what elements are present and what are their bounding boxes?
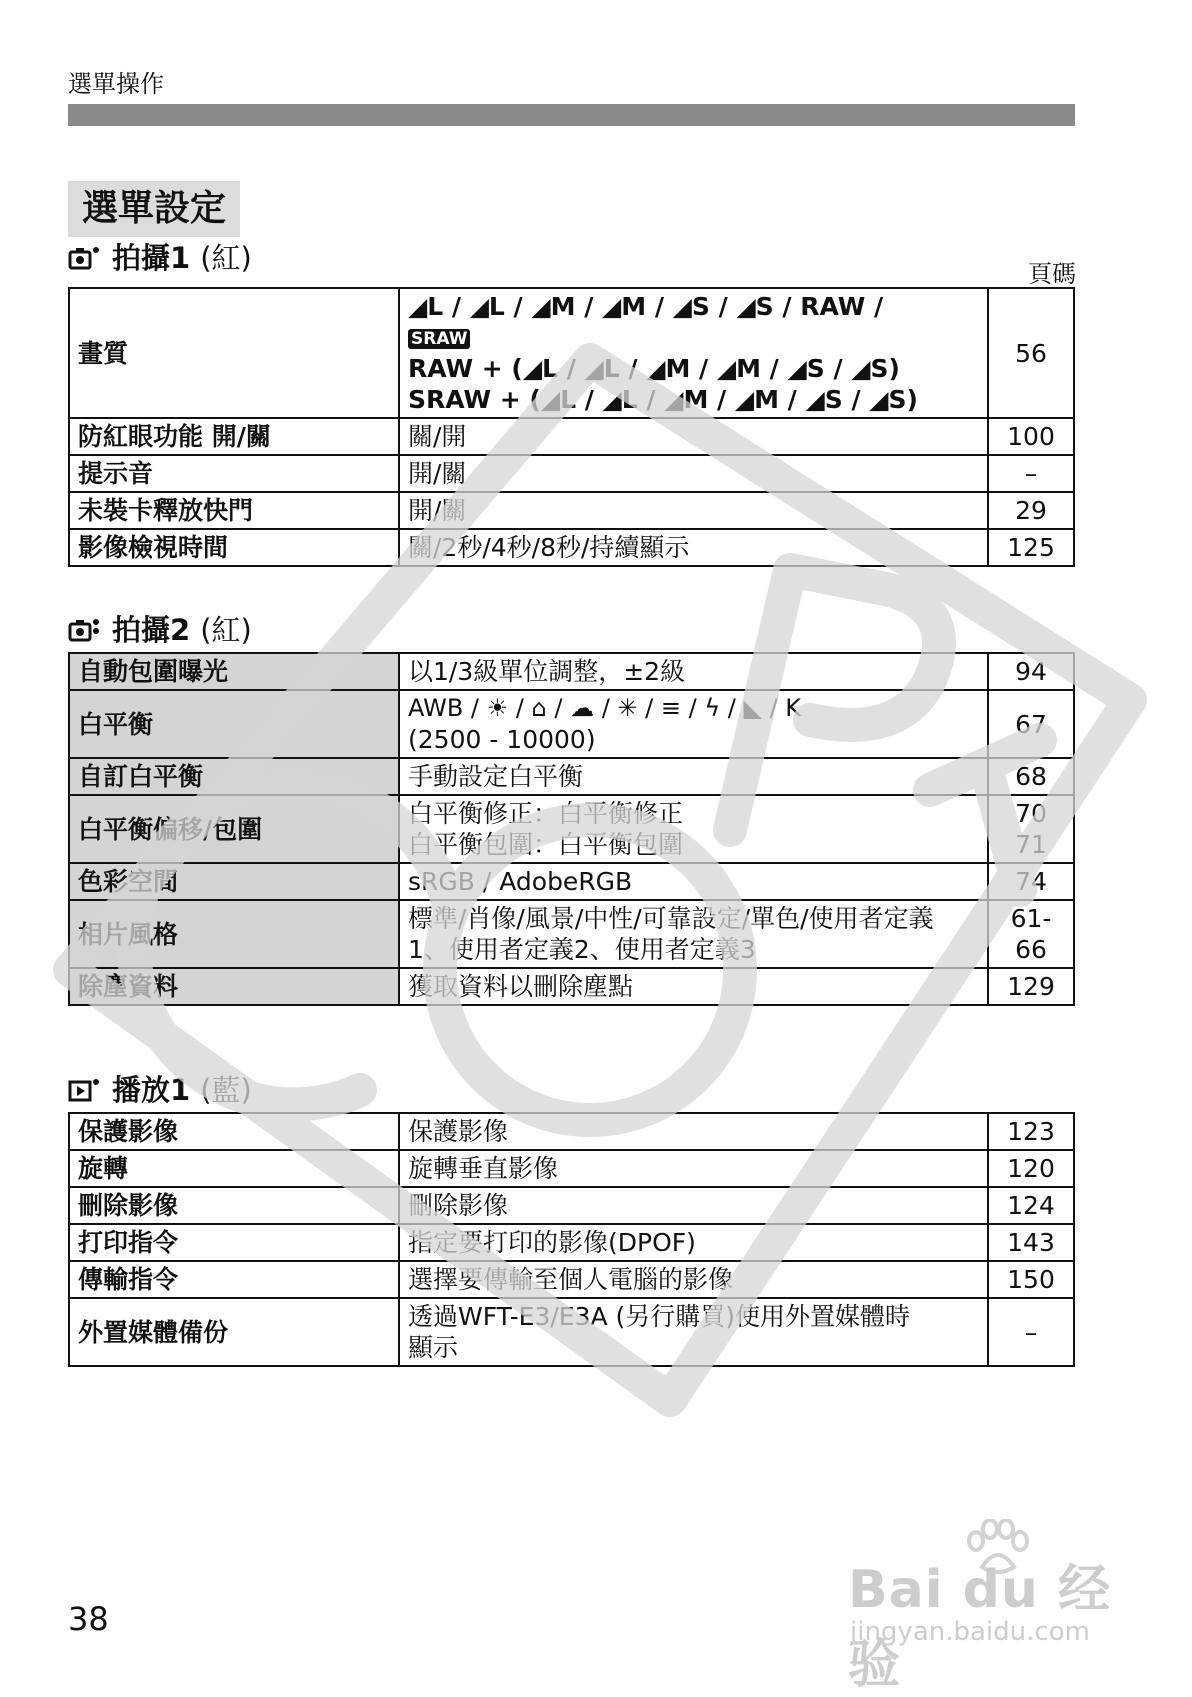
menu-item-options: 手動設定白平衡 bbox=[399, 758, 988, 795]
menu-item-name: 畫質 bbox=[69, 288, 399, 418]
quality-line: RAW + (◢L / ◢L / ◢M / ◢M / ◢S / ◢S) bbox=[408, 354, 900, 383]
menu-item-options: 關/2秒/4秒/8秒/持續顯示 bbox=[399, 529, 988, 566]
menu-item-name: 保護影像 bbox=[69, 1113, 399, 1150]
table-row bbox=[69, 795, 1074, 863]
baidu-jingyan-logo bbox=[840, 1525, 1140, 1695]
menu-item-name: 除塵資料 bbox=[69, 968, 399, 1005]
page-column-label: 頁碼 bbox=[1028, 260, 1076, 288]
menu-item-name: 未裝卡釋放快門 bbox=[69, 492, 399, 529]
menu-item-options: 關/開 bbox=[399, 418, 988, 455]
group-color: (紅) bbox=[200, 613, 252, 647]
menu-item-name: 防紅眼功能 開/關 bbox=[69, 418, 399, 455]
group-color: (紅) bbox=[200, 241, 252, 275]
menu-item-name: 白平衡偏移/包圍 bbox=[69, 795, 399, 863]
option-line: 白平衡包圍：白平衡包圍 bbox=[408, 830, 684, 859]
page-ref: 150 bbox=[988, 1261, 1074, 1298]
table-row bbox=[69, 492, 1074, 529]
page-ref: 129 bbox=[988, 968, 1074, 1005]
menu-item-name: 旋轉 bbox=[69, 1150, 399, 1187]
table-row bbox=[69, 288, 1074, 418]
menu-table-play1 bbox=[68, 1112, 1075, 1367]
table-row bbox=[69, 418, 1074, 455]
menu-item-options: 刪除影像 bbox=[399, 1187, 988, 1224]
menu-item-options: 保護影像 bbox=[399, 1113, 988, 1150]
menu-item-name: 打印指令 bbox=[69, 1224, 399, 1261]
menu-item-options: sRGB / AdobeRGB bbox=[399, 863, 988, 900]
menu-item-options: 開/關 bbox=[399, 492, 988, 529]
menu-item-name: 刪除影像 bbox=[69, 1187, 399, 1224]
menu-table-shoot1 bbox=[68, 287, 1075, 567]
table-row bbox=[69, 1224, 1074, 1261]
logo-site: jingyan.baidu.com bbox=[850, 1617, 1090, 1647]
menu-item-name: 色彩空間 bbox=[69, 863, 399, 900]
menu-item-name: 相片風格 bbox=[69, 900, 399, 968]
table-row bbox=[69, 758, 1074, 795]
menu-item-options: 旋轉垂直影像 bbox=[399, 1150, 988, 1187]
menu-item-name: 自訂白平衡 bbox=[69, 758, 399, 795]
option-line: 顯示 bbox=[408, 1333, 459, 1362]
running-head: 選單操作 bbox=[68, 70, 164, 98]
page-ref-line: 70 bbox=[1015, 799, 1047, 828]
menu-item-name: 自動包圍曝光 bbox=[69, 653, 399, 690]
page-ref: – bbox=[988, 1298, 1074, 1366]
menu-item-options bbox=[399, 900, 988, 968]
table-row bbox=[69, 690, 1074, 758]
menu-item-name: 外置媒體備份 bbox=[69, 1298, 399, 1366]
page-ref: 125 bbox=[988, 529, 1074, 566]
menu-table-shoot2 bbox=[68, 652, 1075, 1006]
page-ref: 68 bbox=[988, 758, 1074, 795]
page-ref: 94 bbox=[988, 653, 1074, 690]
menu-item-options: 指定要打印的影像(DPOF) bbox=[399, 1224, 988, 1261]
option-line: 白平衡修正：白平衡修正 bbox=[408, 799, 684, 828]
white-balance-icons: AWB / ☀ / ⌂ / ☁ / ✳ / ≡ / ϟ / ◣ / K bbox=[408, 694, 802, 722]
camera-icon bbox=[68, 244, 102, 270]
group-heading-shoot2 bbox=[68, 608, 252, 649]
quality-line bbox=[408, 322, 979, 353]
logo-brand: Bai du 经验 bbox=[848, 1560, 1111, 1695]
page-ref: 120 bbox=[988, 1150, 1074, 1187]
group-color: (藍) bbox=[200, 1073, 252, 1107]
group-name: 播放1 bbox=[112, 1073, 191, 1107]
table-row bbox=[69, 900, 1074, 968]
sraw-badge: SRAW bbox=[408, 329, 470, 349]
page-ref: 143 bbox=[988, 1224, 1074, 1261]
menu-item-options bbox=[399, 1298, 988, 1366]
color-temperature-range: (2500 - 10000) bbox=[408, 725, 596, 754]
menu-item-options: 開/關 bbox=[399, 455, 988, 492]
menu-item-options bbox=[399, 690, 988, 758]
camera-icon bbox=[68, 616, 102, 642]
menu-item-options: 選擇要傳輸至個人電腦的影像 bbox=[399, 1261, 988, 1298]
page-ref: 123 bbox=[988, 1113, 1074, 1150]
table-row bbox=[69, 863, 1074, 900]
menu-item-name: 白平衡 bbox=[69, 690, 399, 758]
table-row bbox=[69, 653, 1074, 690]
page-ref: 56 bbox=[988, 288, 1074, 418]
page-number: 38 bbox=[68, 1600, 109, 1638]
page-ref bbox=[988, 795, 1074, 863]
playback-icon bbox=[68, 1076, 102, 1102]
table-row bbox=[69, 455, 1074, 492]
page-ref-line: 71 bbox=[1015, 830, 1047, 859]
table-row bbox=[69, 529, 1074, 566]
table-row bbox=[69, 1113, 1074, 1150]
page-ref: – bbox=[988, 455, 1074, 492]
quality-line: SRAW + (◢L / ◢L / ◢M / ◢M / ◢S / ◢S) bbox=[408, 385, 918, 414]
option-line: 標準/肖像/風景/中性/可靠設定/單色/使用者定義 bbox=[408, 904, 934, 933]
menu-item-options bbox=[399, 795, 988, 863]
page-ref: 74 bbox=[988, 863, 1074, 900]
page-ref: 29 bbox=[988, 492, 1074, 529]
table-row bbox=[69, 1261, 1074, 1298]
option-line: 1、使用者定義2、使用者定義3 bbox=[408, 935, 756, 964]
group-heading-play1 bbox=[68, 1068, 252, 1109]
menu-item-options: 以1/3級單位調整，±2級 bbox=[399, 653, 988, 690]
menu-item-options bbox=[399, 288, 988, 418]
page-ref: 100 bbox=[988, 418, 1074, 455]
page-ref: 61-66 bbox=[988, 900, 1074, 968]
menu-item-options: 獲取資料以刪除塵點 bbox=[399, 968, 988, 1005]
option-line: 透過WFT-E3/E3A (另行購買)使用外置媒體時 bbox=[408, 1302, 911, 1331]
page-ref: 67 bbox=[988, 690, 1074, 758]
table-row bbox=[69, 1150, 1074, 1187]
menu-item-name: 傳輸指令 bbox=[69, 1261, 399, 1298]
page-ref: 124 bbox=[988, 1187, 1074, 1224]
table-row bbox=[69, 1187, 1074, 1224]
group-name: 拍攝2 bbox=[112, 613, 191, 647]
table-row bbox=[69, 1298, 1074, 1366]
menu-item-name: 提示音 bbox=[69, 455, 399, 492]
table-row bbox=[69, 968, 1074, 1005]
section-title: 選單設定 bbox=[68, 181, 240, 237]
menu-item-name: 影像檢視時間 bbox=[69, 529, 399, 566]
group-name: 拍攝1 bbox=[112, 241, 191, 275]
quality-line: ◢L / ◢L / ◢M / ◢M / ◢S / ◢S / RAW / bbox=[408, 292, 884, 321]
header-rule bbox=[68, 104, 1075, 126]
group-heading-shoot1 bbox=[68, 236, 252, 277]
